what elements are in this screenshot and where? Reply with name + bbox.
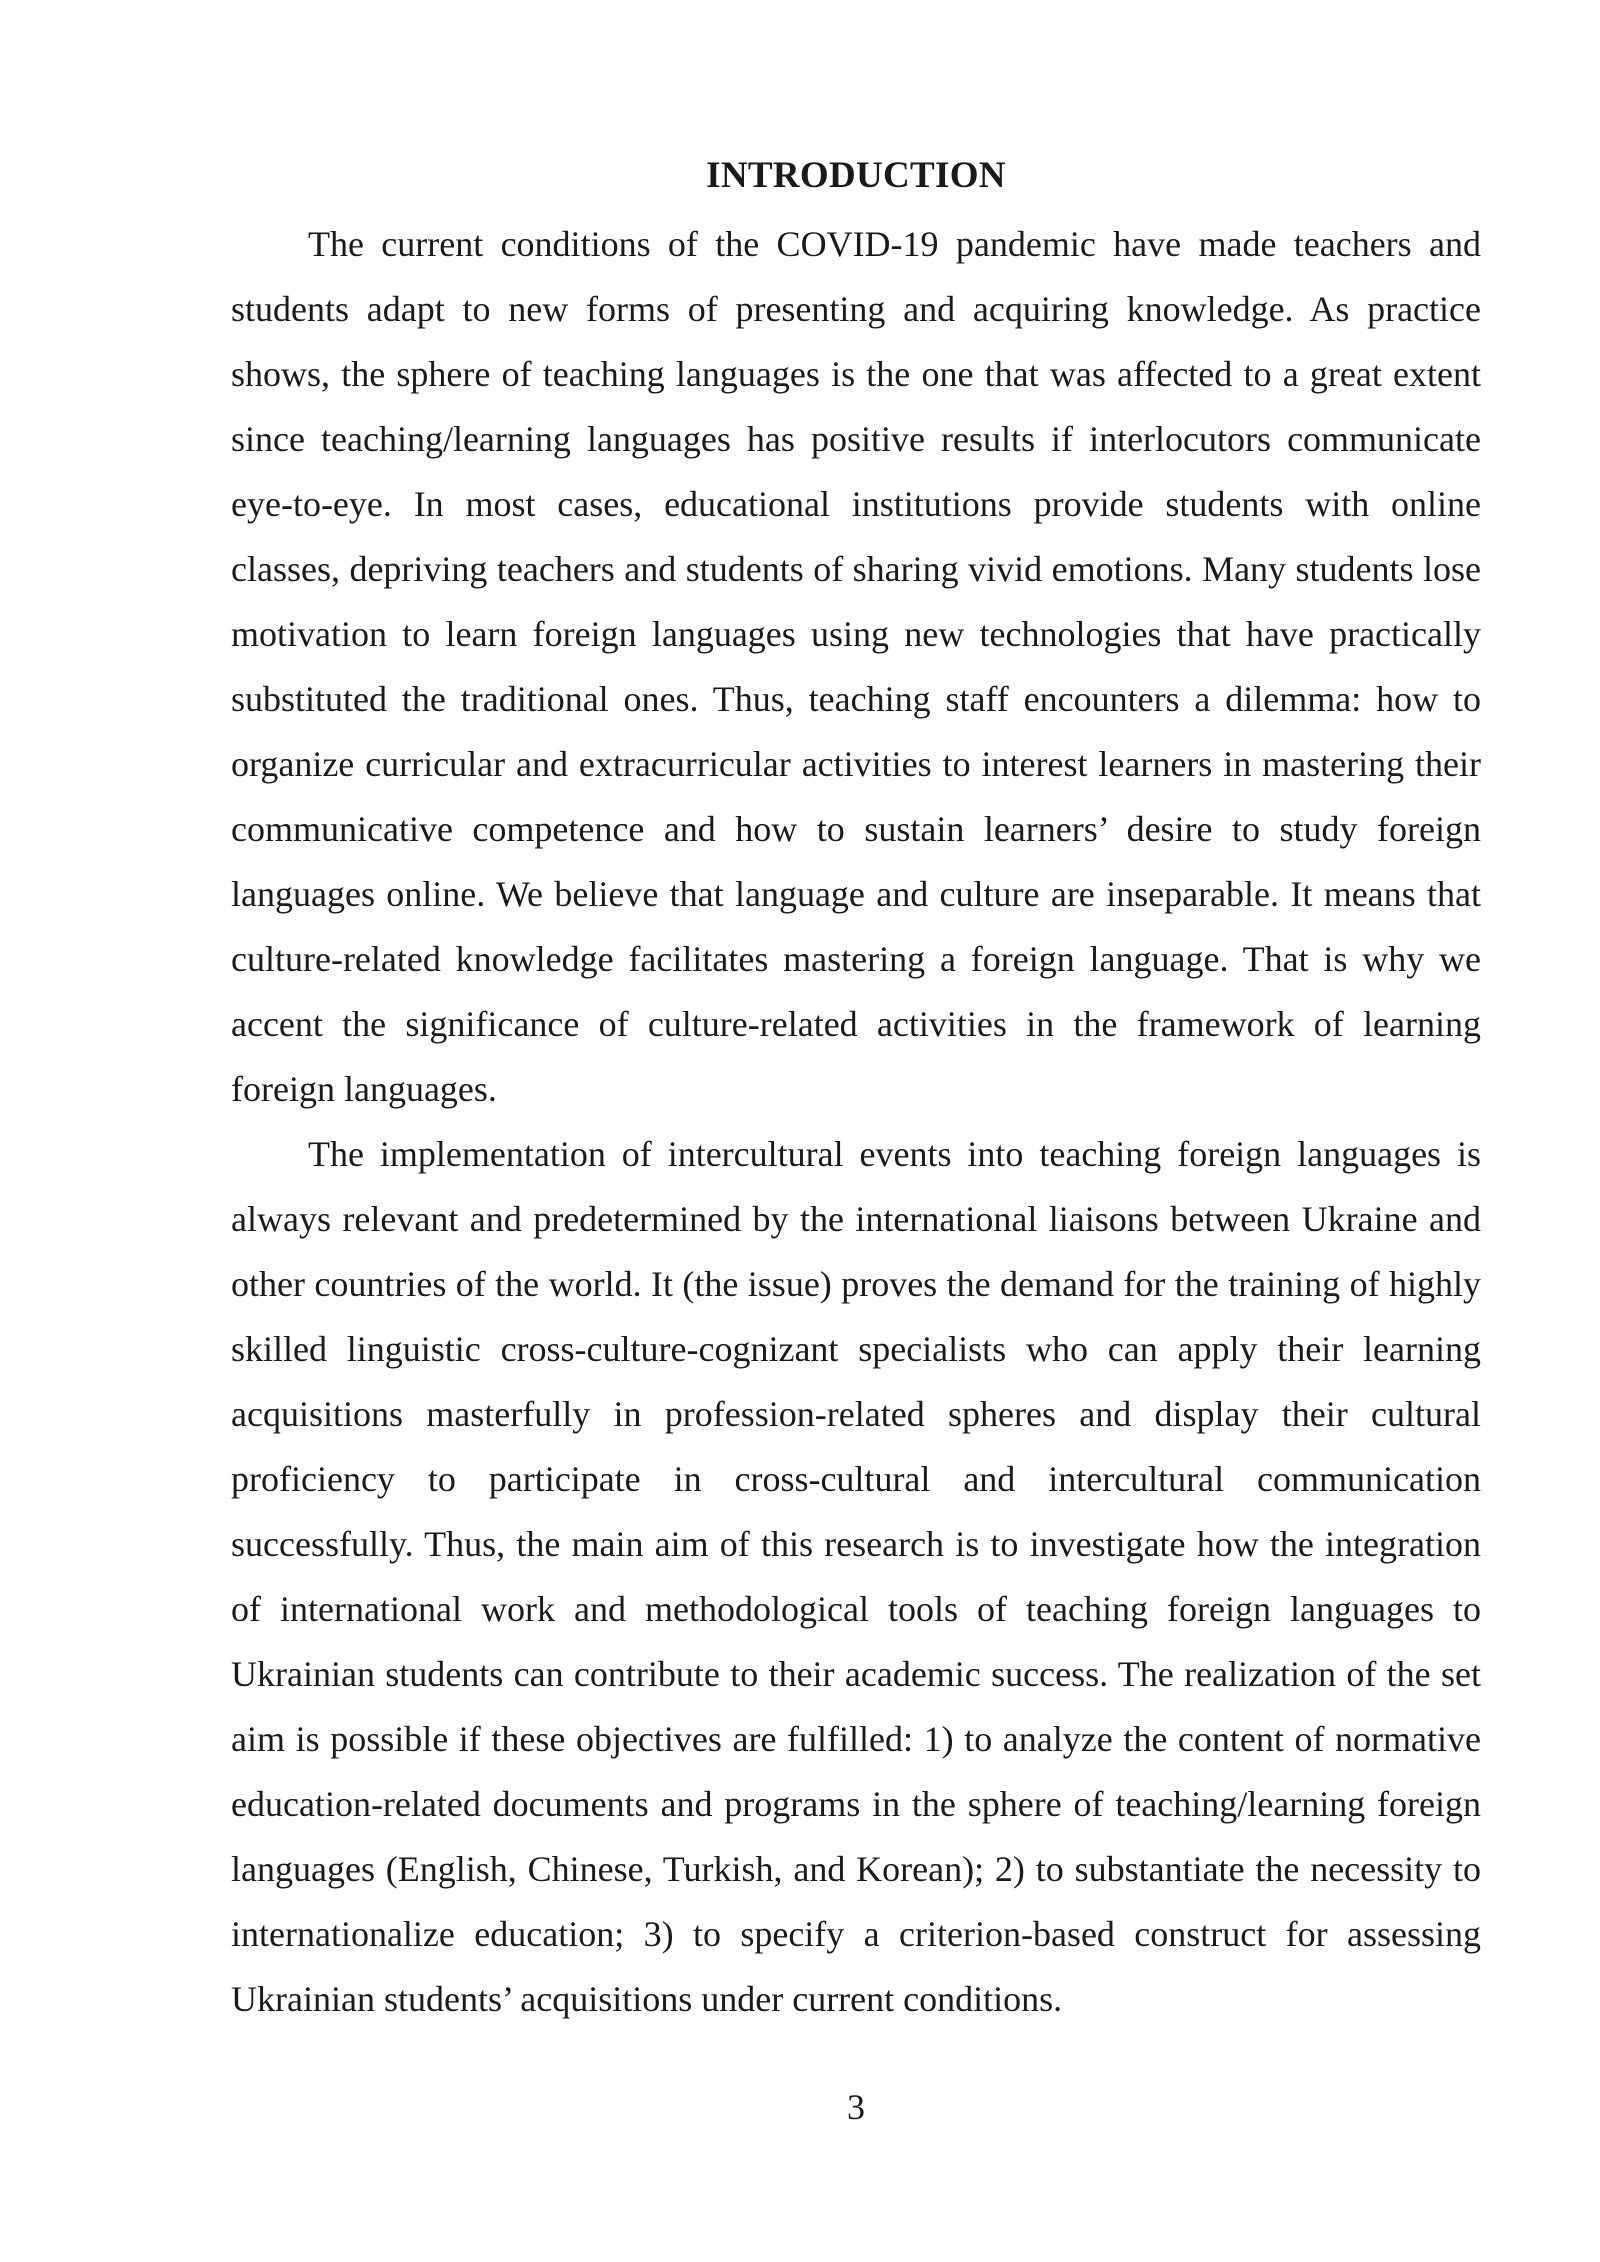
paragraph-1: The current conditions of the COVID-19 pandemic have made teachers and students adapt to new forms of presenting and acquiring knowledge. As practice shows, the sphere of teaching languages is the one that was affected to a great extent since teaching/learning languages has positive results if interlocutors communicate eye-to-eye. In most cases, educational institutions provide students with online classes, depriving teachers and students of sharing vivid emotions. Many students lose motivation to learn foreign languages using new technologies that have practically substituted the traditional ones. Thus, teaching staff encounters a dilemma: how to organize curricular and extracurricular activities to interest learners in mastering their communicative competence and how to sustain learners’ desire to study foreign languages online. We believe that language and culture are inseparable. It means that culture-related knowledge facilitates mastering a foreign language. That is why we accent the significance of culture-related activities in the framework of learning foreign languages. <box>231 224 1481 1109</box>
paragraph-2: The implementation of intercultural events into teaching foreign languages is always relevant and predetermined by the international liaisons between Ukraine and other countries of the world. It (the issue) proves the demand for the training of highly skilled linguistic cross-culture-cognizant specialists who can apply their learning acquisitions masterfully in profession-related spheres and display their cultural proficiency to participate in cross-cultural and intercultural communication successfully. Thus, the main aim of this research is to investigate how the integration of international work and methodological tools of teaching foreign languages to Ukrainian students can contribute to their academic success. The realization of the set aim is possible if these objectives are fulfilled: 1) to analyze the content of normative education-related documents and programs in the sphere of teaching/learning foreign languages (English, Chinese, Turkish, and Korean); 2) to substantiate the necessity to internationalize education; 3) to specify a criterion-based construct for assessing Ukrainian students’ acquisitions under current conditions. <box>231 1134 1481 2019</box>
page-body <box>231 148 1481 2032</box>
section-heading: INTRODUCTION <box>706 155 1006 196</box>
page-number: 3 <box>847 2087 865 2127</box>
